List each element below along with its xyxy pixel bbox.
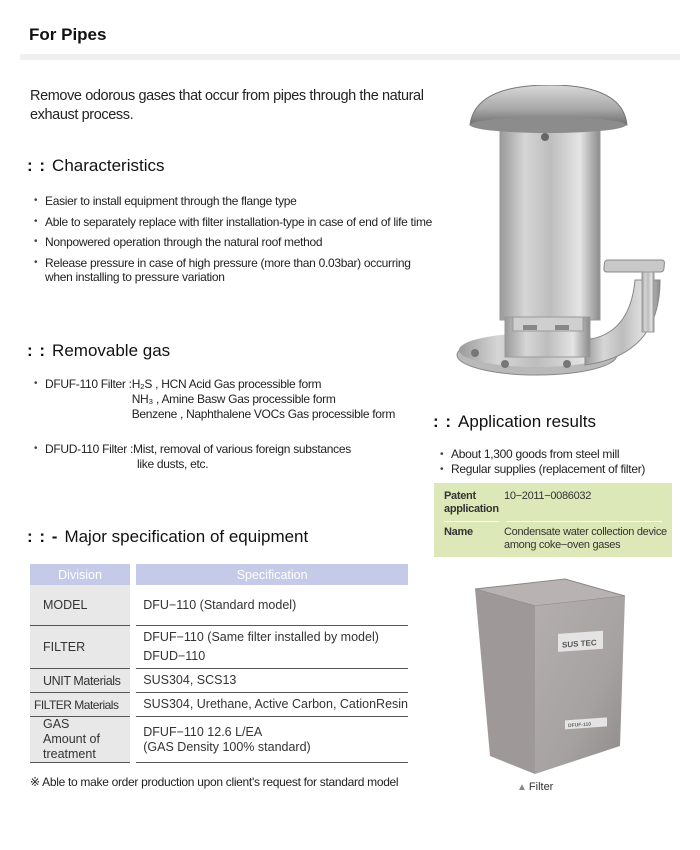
heading-text: Application results xyxy=(458,412,597,431)
filter-item-dfuf xyxy=(30,377,430,422)
application-heading xyxy=(433,412,596,432)
spec-cell xyxy=(136,669,408,693)
filter-item-dfud xyxy=(30,442,430,472)
spec-line: DFUF−110 12.6 L/EA xyxy=(143,724,263,739)
heading-prefix: : : xyxy=(27,341,47,360)
spec-line: DFUF−110 (Same filter installed by model) xyxy=(143,630,379,644)
spec-line: SUS304, SCS13 xyxy=(143,673,237,687)
heading-prefix: : : xyxy=(433,412,453,431)
heading-prefix: : : xyxy=(27,156,47,175)
patent-key: Name xyxy=(444,526,473,538)
table-row xyxy=(30,717,408,763)
list-item: • About 1,300 goods from steel mill xyxy=(436,447,686,462)
filter-label: • DFUD-110 Filter : xyxy=(45,442,134,456)
heading-text: Removable gas xyxy=(52,341,171,360)
gas-line: like dusts, etc. xyxy=(137,457,209,471)
spec-cell xyxy=(136,693,408,717)
table-row xyxy=(30,585,408,626)
spec-note: ※ Able to make order production upon client's request for standard model xyxy=(30,775,399,789)
characteristics-list xyxy=(30,194,450,291)
intro-text: Remove odorous gases that occur from pipes through the natural exhaust process. xyxy=(30,88,424,123)
patent-value: Condensate water collection device among coke−oven gases xyxy=(504,526,667,551)
table-row xyxy=(30,626,408,669)
filter-box-front xyxy=(535,596,625,774)
list-item: • Able to separately replace with filter installation-type in case of end of life time xyxy=(30,215,450,230)
filter-box-side xyxy=(475,589,535,774)
spec-table xyxy=(30,564,408,763)
spec-cell xyxy=(136,585,408,626)
filter-caption xyxy=(517,781,553,793)
spec-line: (GAS Density 100% standard) xyxy=(143,739,311,754)
removable-gas-list xyxy=(30,377,430,478)
spec-line: SUS304, Urethane, Active Carbon, CationResin xyxy=(143,697,408,711)
page-title: For Pipes xyxy=(29,25,107,44)
product-image-filter xyxy=(470,574,640,774)
patent-key: Patent application xyxy=(444,490,499,515)
patent-row xyxy=(434,483,672,521)
patent-box xyxy=(434,483,672,557)
division-cell: GAS Amount of treatment xyxy=(30,717,130,763)
list-item: • Nonpowered operation through the natural roof method xyxy=(30,235,450,250)
spec-cell xyxy=(136,626,408,669)
column-header-division: Division xyxy=(30,564,130,585)
division-cell: MODEL xyxy=(30,585,130,626)
gas-line: Mist, removal of various foreign substances xyxy=(133,442,351,456)
application-list xyxy=(436,447,686,477)
list-item: • Release pressure in case of high pressure (more than 0.03bar) occurring when installing to pressure variation xyxy=(30,256,415,285)
characteristics-heading xyxy=(27,156,164,176)
table-row xyxy=(30,669,408,693)
column-header-specification: Specification xyxy=(136,564,408,585)
caption-text: Filter xyxy=(528,781,554,793)
division-cell: FILTER Materials xyxy=(30,693,130,717)
filter-label: • DFUF-110 Filter : xyxy=(45,377,132,391)
outlet-flange xyxy=(604,260,665,272)
patent-value: 10−2011−0086032 xyxy=(504,490,592,502)
division-cell: UNIT Materials xyxy=(30,669,130,693)
removable-gas-heading xyxy=(27,341,170,361)
gas-line: NH₃ , Amine Basw Gas processible form xyxy=(131,392,336,406)
gas-line: H₂S , HCN Acid Gas processible form xyxy=(131,377,322,391)
patent-row xyxy=(434,522,672,552)
spec-cell xyxy=(136,717,408,763)
heading-text: Characteristics xyxy=(52,156,165,175)
table-header-row xyxy=(30,564,408,585)
spec-line: DFUD−110 xyxy=(143,649,206,663)
title-divider xyxy=(20,54,680,60)
heading-text: Major specification of equipment xyxy=(64,527,309,546)
table-row xyxy=(30,693,408,717)
patent-divider xyxy=(444,521,662,522)
filter-model-text: DFUF-110 xyxy=(568,721,592,730)
list-item: • Regular supplies (replacement of filter) xyxy=(436,462,686,477)
triangle-up-icon: ▲ xyxy=(517,782,527,793)
spec-heading xyxy=(27,527,308,547)
heading-prefix: : : - xyxy=(27,527,59,546)
filter-brand-text: SUS TEC xyxy=(562,638,597,650)
gas-line: Benzene , Naphthalene VOCs Gas processible form xyxy=(131,407,396,421)
spec-line: DFU−110 (Standard model) xyxy=(143,597,297,612)
product-image-pipe-unit xyxy=(455,85,680,380)
housing xyxy=(500,130,600,320)
division-cell: FILTER xyxy=(30,626,130,669)
list-item: • Easier to install equipment through the flange type xyxy=(30,194,450,209)
